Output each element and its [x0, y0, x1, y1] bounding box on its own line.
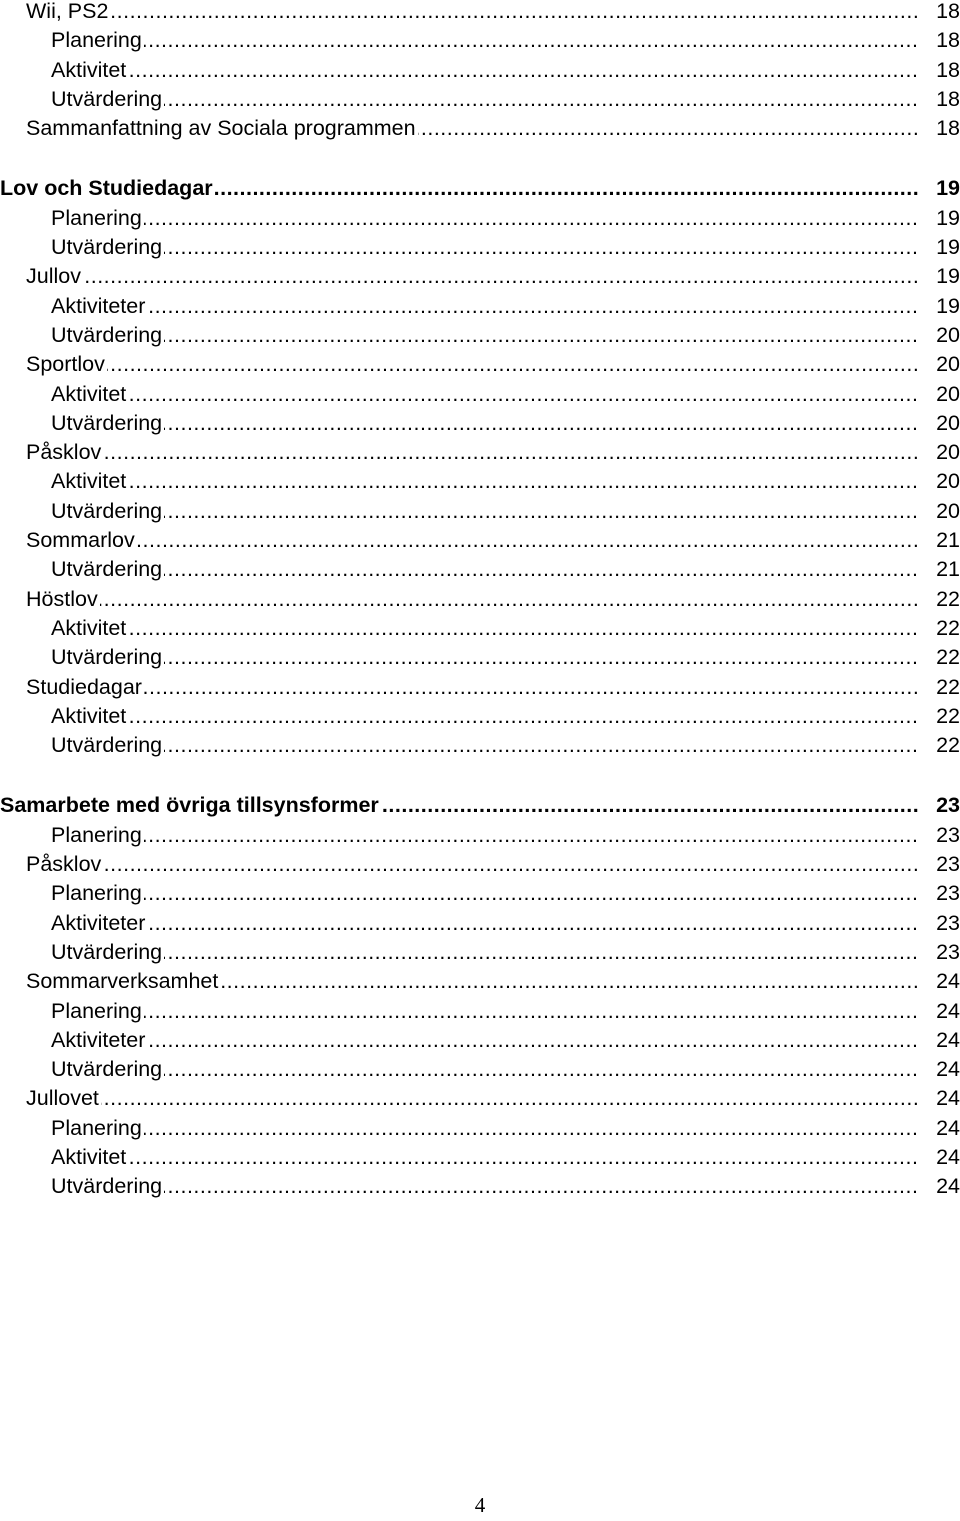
toc-entry[interactable]	[0, 938, 960, 967]
toc-entry-page: 23	[931, 791, 960, 820]
toc-entry[interactable]	[0, 731, 960, 760]
toc-entry-title: Aktivitet	[51, 57, 127, 82]
toc-entry[interactable]	[0, 1114, 960, 1143]
toc-dot-leader	[51, 1172, 920, 1201]
toc-entry-page: 18	[931, 26, 960, 55]
toc-entry-title: Lov och Studiedagar	[0, 176, 213, 201]
toc-dot-leader	[51, 1055, 920, 1084]
toc-entry-title: Påsklov	[26, 440, 102, 465]
toc-entry-title: Aktiviteter	[51, 1027, 146, 1052]
toc-entry-page: 21	[931, 526, 960, 555]
toc-dot-leader	[26, 850, 920, 879]
toc-entry-title: Utvärdering	[51, 498, 163, 523]
toc-entry-title: Sommarlov	[26, 528, 135, 553]
toc-dot-leader	[26, 526, 920, 555]
toc-dot-leader	[26, 262, 920, 291]
toc-entry[interactable]	[0, 791, 960, 820]
toc-entry-page: 22	[931, 731, 960, 760]
toc-dot-leader	[26, 350, 920, 379]
toc-entry-title: Jullovet	[26, 1086, 99, 1111]
toc-entry-title: Sportlov	[26, 352, 105, 377]
toc-entry-title: Utvärdering	[51, 557, 163, 582]
toc-entry[interactable]	[0, 350, 960, 379]
toc-entry[interactable]	[0, 85, 960, 114]
toc-entry[interactable]	[0, 380, 960, 409]
toc-dot-leader	[51, 204, 920, 233]
toc-entry-page: 24	[931, 967, 960, 996]
toc-entry-page: 24	[931, 1055, 960, 1084]
toc-entry-page: 24	[931, 1172, 960, 1201]
toc-entry-page: 22	[931, 702, 960, 731]
toc-entry-title: Aktivitet	[51, 381, 127, 406]
toc-entry-title: Planering	[51, 1115, 142, 1140]
toc-dot-leader	[51, 292, 920, 321]
toc-entry-title: Planering	[51, 205, 142, 230]
page-number: 4	[474, 1493, 486, 1517]
toc-entry-title: Utvärdering	[51, 322, 163, 347]
toc-entry[interactable]	[0, 702, 960, 731]
toc-entry[interactable]	[0, 909, 960, 938]
toc-entry[interactable]	[0, 821, 960, 850]
toc-entry-title: Aktiviteter	[51, 910, 146, 935]
toc-dot-leader	[26, 438, 920, 467]
toc-entry[interactable]	[0, 967, 960, 996]
toc-dot-leader	[51, 702, 920, 731]
toc-dot-leader	[51, 643, 920, 672]
toc-dot-leader	[51, 879, 920, 908]
toc-entry-page: 19	[931, 233, 960, 262]
toc-dot-leader	[51, 497, 920, 526]
toc-entry-page: 20	[931, 497, 960, 526]
toc-dot-leader	[51, 467, 920, 496]
toc-entry-title: Påsklov	[26, 852, 102, 877]
toc-entry[interactable]	[0, 114, 960, 143]
toc-entry-page: 23	[931, 821, 960, 850]
toc-entry-title: Utvärdering	[51, 86, 163, 111]
toc-entry-title: Utvärdering	[51, 1174, 163, 1199]
toc-entry-title: Planering	[51, 881, 142, 906]
toc-entry-title: Sammanfattning av Sociala programmen	[26, 116, 416, 141]
toc-dot-leader	[51, 26, 920, 55]
toc-entry-title: Höstlov	[26, 586, 98, 611]
toc-entry[interactable]	[0, 467, 960, 496]
toc-entry[interactable]	[0, 497, 960, 526]
toc-dot-leader	[51, 409, 920, 438]
toc-dot-leader	[26, 673, 920, 702]
toc-entry[interactable]	[0, 1084, 960, 1113]
toc-entry[interactable]	[0, 409, 960, 438]
toc-entry-title: Utvärdering	[51, 1057, 163, 1082]
toc-entry-title: Utvärdering	[51, 235, 163, 260]
toc-entry[interactable]	[0, 997, 960, 1026]
toc-entry-page: 20	[931, 350, 960, 379]
toc-entry-title: Aktiviteter	[51, 293, 146, 318]
toc-dot-leader	[51, 85, 920, 114]
toc-entry[interactable]	[0, 233, 960, 262]
toc-entry-page: 24	[931, 1084, 960, 1113]
toc-entry[interactable]	[0, 26, 960, 55]
toc-entry-page: 23	[931, 879, 960, 908]
toc-dot-leader	[26, 1084, 920, 1113]
toc-entry-title: Planering	[51, 998, 142, 1023]
toc-entry-page: 20	[931, 467, 960, 496]
toc-entry-page: 21	[931, 555, 960, 584]
toc-entry-title: Aktivitet	[51, 615, 127, 640]
toc-dot-leader	[51, 56, 920, 85]
toc-entry[interactable]	[0, 643, 960, 672]
toc-entry[interactable]	[0, 1026, 960, 1055]
toc-dot-leader	[51, 555, 920, 584]
toc-entry[interactable]	[0, 174, 960, 203]
toc-entry-title: Sommarverksamhet	[26, 969, 219, 994]
toc-entry-title: Studiedagar	[26, 674, 142, 699]
toc-entry[interactable]	[0, 292, 960, 321]
toc-dot-leader	[51, 731, 920, 760]
toc-entry-page: 24	[931, 1026, 960, 1055]
toc-entry-title: Planering	[51, 822, 142, 847]
toc-entry-title: Utvärdering	[51, 410, 163, 435]
toc-entry-page: 22	[931, 673, 960, 702]
toc-entry-page: 18	[931, 114, 960, 143]
toc-dot-leader	[51, 821, 920, 850]
toc-entry-page: 18	[931, 56, 960, 85]
toc-entry-page: 24	[931, 997, 960, 1026]
toc-dot-leader	[51, 1143, 920, 1172]
toc-entry[interactable]	[0, 1055, 960, 1084]
toc-entry-page: 24	[931, 1114, 960, 1143]
toc-dot-leader	[26, 0, 920, 26]
toc-entry-page: 22	[931, 643, 960, 672]
toc-entry-title: Planering	[51, 28, 142, 53]
toc-dot-leader	[26, 585, 920, 614]
toc-entry-page: 22	[931, 614, 960, 643]
toc-entry-page: 18	[931, 85, 960, 114]
toc-entry-page: 23	[931, 850, 960, 879]
toc-dot-leader	[51, 997, 920, 1026]
toc-entry[interactable]	[0, 614, 960, 643]
toc-entry-page: 19	[931, 204, 960, 233]
toc-dot-leader	[51, 380, 920, 409]
toc-dot-leader	[51, 909, 920, 938]
toc-entry[interactable]	[0, 262, 960, 291]
toc-entry-page: 20	[931, 321, 960, 350]
toc-entry[interactable]	[0, 0, 960, 26]
toc-entry-page: 20	[931, 438, 960, 467]
toc-entry-page: 22	[931, 585, 960, 614]
toc-dot-leader	[51, 1026, 920, 1055]
toc-entry-title: Wii, PS2	[26, 0, 109, 23]
toc-entry[interactable]	[0, 321, 960, 350]
toc-entry-title: Utvärdering	[51, 733, 163, 758]
toc-entry-title: Utvärdering	[51, 645, 163, 670]
toc-entry[interactable]	[0, 555, 960, 584]
toc-entry-page: 23	[931, 909, 960, 938]
toc-entry[interactable]	[0, 526, 960, 555]
toc-entry[interactable]	[0, 438, 960, 467]
toc-entry-page: 19	[931, 292, 960, 321]
toc-entry[interactable]	[0, 1143, 960, 1172]
toc-entry-title: Jullov	[26, 264, 81, 289]
toc-entry-title: Aktivitet	[51, 1144, 127, 1169]
toc-entry[interactable]	[0, 204, 960, 233]
toc-entry-title: Aktivitet	[51, 469, 127, 494]
toc-entry[interactable]	[0, 879, 960, 908]
toc-entry-page: 24	[931, 1143, 960, 1172]
toc-entry-page: 18	[931, 0, 960, 26]
toc-entry[interactable]	[0, 850, 960, 879]
toc-entry[interactable]	[0, 673, 960, 702]
toc-dot-leader	[51, 321, 920, 350]
toc-dot-leader	[51, 1114, 920, 1143]
toc-entry[interactable]	[0, 1172, 960, 1201]
toc-entry-page: 19	[931, 174, 960, 203]
toc-entry[interactable]	[0, 585, 960, 614]
toc-entry-title: Aktivitet	[51, 703, 127, 728]
toc-entry-title: Samarbete med övriga tillsynsformer	[0, 793, 379, 818]
toc-entry[interactable]	[0, 56, 960, 85]
toc-entry-page: 20	[931, 380, 960, 409]
toc-entry-page: 23	[931, 938, 960, 967]
toc-dot-leader	[51, 614, 920, 643]
toc-dot-leader	[51, 233, 920, 262]
toc-dot-leader	[51, 938, 920, 967]
toc-entry-title: Utvärdering	[51, 939, 163, 964]
toc-entry-page: 19	[931, 262, 960, 291]
toc-entry-page: 20	[931, 409, 960, 438]
